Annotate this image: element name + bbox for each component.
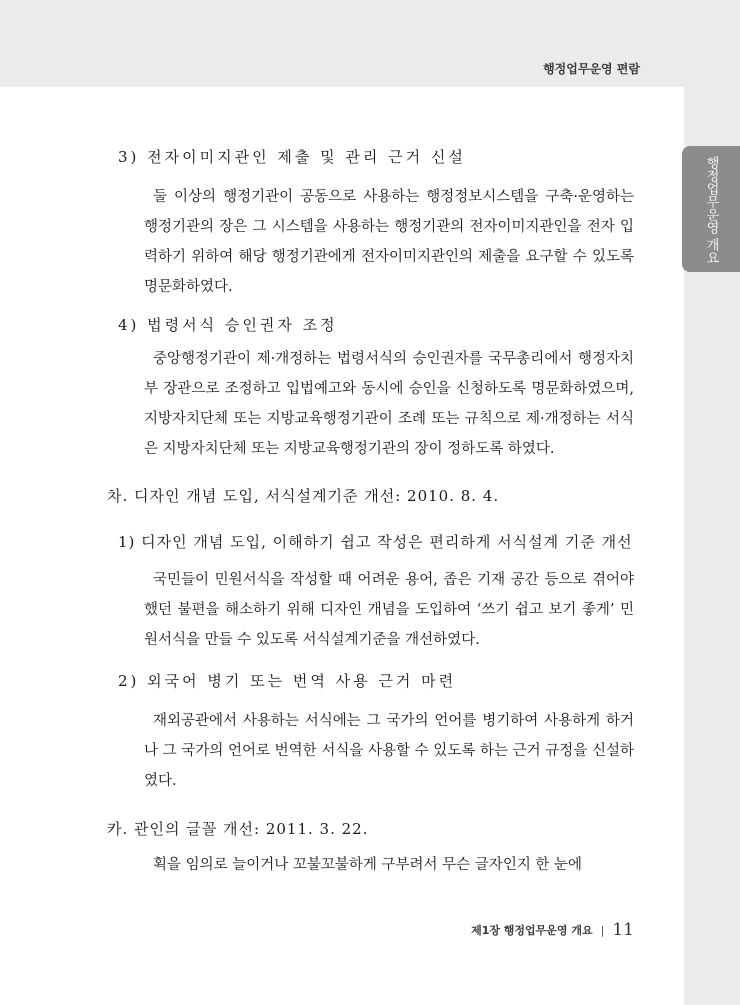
section-body [144,565,634,655]
section-heading: 차. 디자인 개념 도입, 서식설계기준 개선: 2010. 8. 4. [107,487,500,505]
section-body [144,344,634,464]
section-heading: 3) 전자이미지관인 제출 및 관리 근거 신설 [118,148,466,166]
chapter-tab-label: 행정업무운영 개요 [703,156,719,265]
section-heading: 1) 디자인 개념 도입, 이해하기 쉽고 작성은 편리하게 서식설계 기준 개선 [118,533,633,551]
page-number: 11 [612,920,634,940]
section-heading: 4) 법령서식 승인권자 조정 [118,316,338,334]
paragraph: 둘 이상의 행정기관이 공동으로 사용하는 행정정보시스템을 구축·운영하는 행정기관의 장은 그 시스템을 사용하는 행정기관의 전자이미지관인을 전자 입력하기 위하여 해당 행정기관에게 전자이미지관인의 제출을 요구할 수 있도록 명문화하였다. [144,189,634,295]
footer-separator: | [600,923,605,937]
section-body [144,182,634,302]
section-body [144,706,634,796]
section-body [144,850,634,880]
running-head: 행정업무운영 편람 [543,62,640,76]
footer-chapter: 제1장 행정업무운영 개요 [471,924,593,937]
paragraph: 국민들이 민원서식을 작성할 때 어려운 용어, 좁은 기재 공간 등으로 겪어야 했던 불편을 해소하기 위해 디자인 개념을 도입하여 ‘쓰기 쉽고 보기 좋게’ 민원서식을 만들 수 있도록 서식설계기준을 개선하였다. [144,572,634,648]
paragraph: 중앙행정기관이 제·개정하는 법령서식의 승인권자를 국무총리에서 행정자치부 장관으로 조정하고 입법예고와 동시에 승인을 신청하도록 명문화하였으며, 지방자치단체 또는 지방교육행정기관이 조례 또는 규칙으로 제·개정하는 서식은 지방자치단체 또는 지방교육행정기관의 장이 정하도록 하였다. [144,351,634,457]
section-heading: 2) 외국어 병기 또는 번역 사용 근거 마련 [118,672,457,690]
section-heading: 카. 관인의 글꼴 개선: 2011. 3. 22. [107,820,369,838]
chapter-tab [682,146,740,272]
page-footer [471,920,634,940]
paragraph: 재외공관에서 사용하는 서식에는 그 국가의 언어를 병기하여 사용하게 하거나 그 국가의 언어로 번역한 서식을 사용할 수 있도록 하는 근거 규정을 신설하였다. [144,713,634,789]
paragraph: 획을 임의로 늘이거나 꼬불꼬불하게 구부려서 무슨 글자인지 한 눈에 [153,857,583,873]
